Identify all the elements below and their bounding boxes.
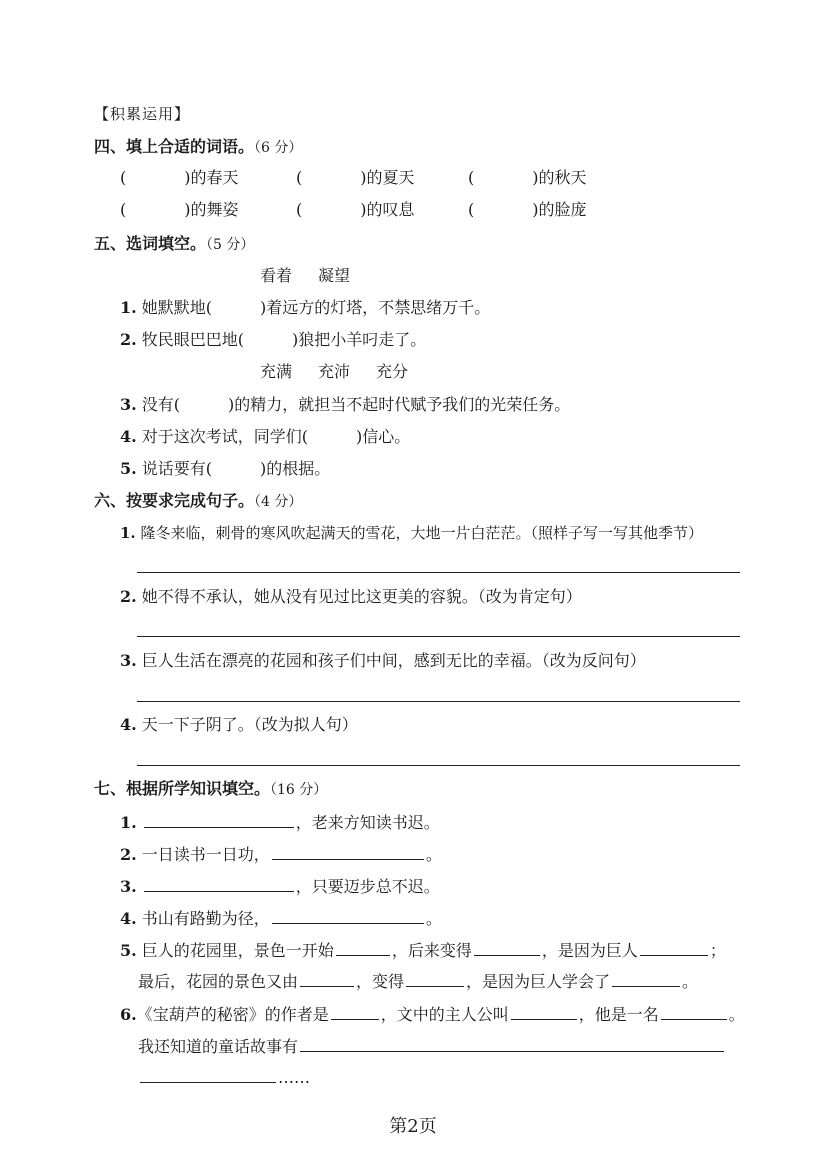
q5-item-4 [120,427,410,447]
item-post: )狼把小羊叼走了。 [292,330,427,349]
item-text: ，变得 [356,972,405,991]
q7-item-6-line-2 [138,1035,726,1057]
q7-item-5-line-2 [138,970,698,992]
item-text: 她不得不承认，她从没有见过比这更美的容貌。（改为肯定句） [141,587,582,606]
item-pre: 对于这次考试，同学们( [141,427,309,446]
q5-points: （5 分） [206,237,255,253]
q6-item-3 [120,651,646,671]
item-text: ，文中的主人公叫 [380,1005,509,1024]
item-number: 4. [120,715,137,734]
q7-item-2 [120,843,442,865]
q4-row-1c [468,168,587,188]
q6-heading [94,491,302,512]
ellipsis: …… [278,1068,310,1087]
item-number: 5. [120,941,137,960]
item-post: 。 [425,845,442,864]
item-post: 。 [425,909,442,928]
word-option: 充分 [376,362,409,381]
page-number: 第2页 [389,1116,437,1137]
q6-item-2 [120,587,582,607]
fill-blank[interactable] [300,970,354,987]
q4-row-2 [120,200,239,220]
q5-title: 五、选词填空。 [94,234,207,253]
fill-blank[interactable] [336,939,390,956]
answer-line[interactable] [137,765,740,766]
answer-line[interactable] [137,701,740,702]
item-text: ； [709,941,726,960]
item-number: 2. [120,845,137,864]
item-pre: 她默默地( [141,298,213,317]
item-text: 隆冬来临，刺骨的寒风吹起满天的雪花，大地一片白茫茫。（照样子写一写其他季节） [140,524,703,542]
q4-row-2b [296,200,415,220]
item-text: ，是因为巨人 [541,941,638,960]
item-number: 3. [120,651,137,670]
item-number: 1. [120,298,137,317]
item-text: 巨人生活在漂亮的花园和孩子们中间，感到无比的幸福。（改为反问句） [141,651,646,670]
item-pre: 说话要有( [141,459,213,478]
q7-title: 七、根据所学知识填空。 [94,779,271,798]
item-number: 1. [120,524,136,542]
answer-line[interactable] [137,636,740,637]
q4-open-paren: ( [120,200,127,219]
item-pre: 书山有路勤为径， [141,909,270,928]
fill-blank[interactable] [140,1066,276,1083]
item-post: ，只要迈步总不迟。 [295,877,440,896]
q5-item-5 [120,459,330,479]
q4-phrase: )的舞姿 [184,200,239,219]
item-pre: 牧民眼巴巴地( [141,330,245,349]
item-text: ，他是一名 [578,1005,659,1024]
fill-blank[interactable] [640,939,708,956]
item-post: )的精力，就担当不起时代赋予我们的光荣任务。 [228,395,571,414]
q4-phrase: )的春天 [184,168,239,187]
item-number: 1. [120,813,137,832]
q5-word-bank-1 [260,266,376,286]
word-option: 看着 [260,266,293,285]
q7-item-6-line-1 [120,1003,745,1025]
q4-phrase: )的脸庞 [532,200,587,219]
item-number: 4. [120,909,137,928]
fill-blank[interactable] [144,811,294,828]
q4-phrase: )的秋天 [532,168,587,187]
fill-blank[interactable] [511,1003,577,1020]
fill-blank[interactable] [406,970,464,987]
item-text: 我还知道的童话故事有 [138,1037,299,1056]
item-text: 。 [682,972,699,991]
q4-open-paren: ( [468,200,475,219]
q7-points: （16 分） [270,782,328,798]
q7-item-6-line-3 [138,1066,310,1088]
fill-blank[interactable] [300,1035,724,1052]
q4-open-paren: ( [296,168,303,187]
q4-row-1b [296,168,415,188]
q7-item-3 [120,875,440,897]
item-number: 4. [120,427,137,446]
item-text: ，后来变得 [391,941,472,960]
q7-item-4 [120,907,442,929]
item-post: )着远方的灯塔，不禁思绪万千。 [260,298,491,317]
q4-row-2c [468,200,587,220]
word-option: 凝望 [318,266,351,285]
item-number: 2. [120,330,137,349]
q4-open-paren: ( [468,168,475,187]
answer-line[interactable] [137,572,740,573]
q4-phrase: )的夏天 [360,168,415,187]
q6-points: （4 分） [254,494,303,510]
q5-heading [94,234,254,255]
item-pre: 没有( [141,395,181,414]
q4-phrase: )的叹息 [360,200,415,219]
q5-item-2 [120,330,426,350]
item-text: 天一下子阴了。（改为拟人句） [141,715,358,734]
word-option: 充沛 [318,362,351,381]
item-number: 5. [120,459,137,478]
fill-blank[interactable] [661,1003,727,1020]
item-post: ，老来方知读书迟。 [295,813,440,832]
q7-item-1 [120,811,440,833]
q4-open-paren: ( [120,168,127,187]
q6-item-1 [120,523,703,543]
fill-blank[interactable] [612,970,680,987]
item-text: 最后，花园的景色又由 [138,972,299,991]
fill-blank[interactable] [272,907,424,924]
q4-points: （6 分） [254,140,303,156]
fill-blank[interactable] [474,939,540,956]
fill-blank[interactable] [331,1003,379,1020]
q4-title: 四、填上合适的词语。 [94,137,255,156]
q4-row-1 [120,168,239,188]
q6-title: 六、按要求完成句子。 [94,491,255,510]
fill-blank[interactable] [272,843,424,860]
item-pre: 一日读书一日功， [141,845,270,864]
q5-word-bank-2 [260,362,434,382]
item-text: 巨人的花园里，景色一开始 [141,941,334,960]
q4-heading [94,137,302,158]
q4-open-paren: ( [296,200,303,219]
fill-blank[interactable] [144,875,294,892]
item-post: )信心。 [356,427,411,446]
item-text: 。 [728,1005,745,1024]
q6-item-4 [120,715,358,735]
q7-heading [94,779,327,800]
word-option: 充满 [260,362,293,381]
item-number: 3. [120,877,137,896]
item-number: 6. [120,1005,137,1024]
item-number: 2. [120,587,137,606]
item-text: 《宝葫芦的秘密》的作者是 [136,1005,329,1024]
q5-item-1 [120,298,490,318]
q5-item-3 [120,395,570,415]
section-tag: 【积累运用】 [94,105,191,123]
item-text: ，是因为巨人学会了 [466,972,611,991]
item-post: )的根据。 [260,459,331,478]
item-number: 3. [120,395,137,414]
q7-item-5-line-1 [120,939,726,961]
